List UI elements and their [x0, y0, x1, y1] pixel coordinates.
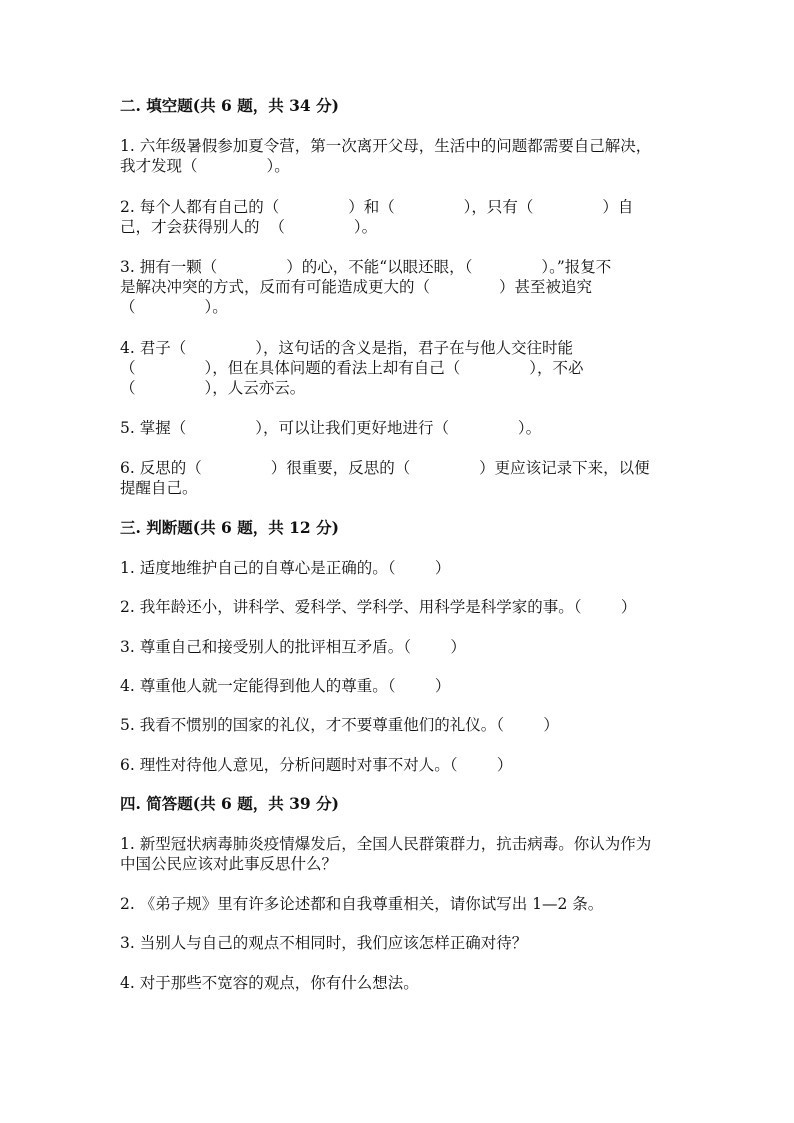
question-line: 1. 六年级暑假参加夏令营，第一次离开父母，生活中的问题都需要自己解决， [120, 137, 652, 155]
question-line: （ ），但在具体问题的看法上却有自己（ ），不必 [120, 359, 584, 377]
question-line: 5. 我看不惯别的国家的礼仪，才不要尊重他们的礼仪。（ ） [120, 716, 559, 734]
question-line: 是解决冲突的方式，反而有可能造成更大的（ ）甚至被追究 [120, 278, 592, 296]
question-line: 己，才会获得别人的 （ ）。 [120, 218, 378, 236]
question-line: 我才发现（ ）。 [120, 157, 290, 175]
question-line: 1. 适度地维护自己的自尊心是正确的。（ ） [120, 559, 451, 577]
question-line: 2. 每个人都有自己的（ ）和（ ），只有（ ）自 [120, 198, 634, 216]
question-line: 4. 君子（ ），这句话的含义是指，君子在与他人交往时能 [120, 339, 573, 357]
question-line: 6. 反思的（ ）很重要，反思的（ ）更应该记录下来，以便 [120, 459, 650, 477]
question-line: 4. 对于那些不宽容的观点，你有什么想法。 [120, 974, 419, 992]
question-line: 5. 掌握（ ），可以让我们更好地进行（ ）。 [120, 419, 542, 437]
question-line: （ ），人云亦云。 [120, 379, 306, 397]
section-heading-true-false: 三. 判断题(共 6 题，共 12 分) [120, 518, 339, 537]
question-line: 2. 《弟子规》里有许多论述都和自我尊重相关，请你试写出 1—2 条。 [120, 895, 604, 913]
question-line: 6. 理性对待他人意见，分析问题时对事不对人。（ ） [120, 756, 513, 774]
question-line: 3. 拥有一颗（ ）的心，不能“以眼还眼，（ ）。”报复不 [120, 258, 612, 276]
question-line: 2. 我年龄还小，讲科学、爱科学、学科学、用科学是科学家的事。（ ） [120, 598, 637, 616]
question-line: 3. 当别人与自己的观点不相同时，我们应该怎样正确对待？ [120, 934, 528, 952]
question-line: （ ）。 [120, 298, 228, 316]
question-line: 4. 尊重他人就一定能得到他人的尊重。（ ） [120, 677, 451, 695]
question-line: 提醒自己。 [120, 479, 198, 497]
question-line: 1. 新型冠状病毒肺炎疫情爆发后，全国人民群策群力，抗击病毒。你认为作为 [120, 835, 652, 853]
section-heading-fill-blank: 二. 填空题(共 6 题，共 34 分) [120, 96, 339, 115]
question-line: 3. 尊重自己和接受别人的批评相互矛盾。（ ） [120, 638, 466, 656]
section-heading-short-answer: 四. 简答题(共 6 题，共 39 分) [120, 794, 339, 813]
question-line: 中国公民应该对此事反思什么？ [120, 855, 338, 873]
